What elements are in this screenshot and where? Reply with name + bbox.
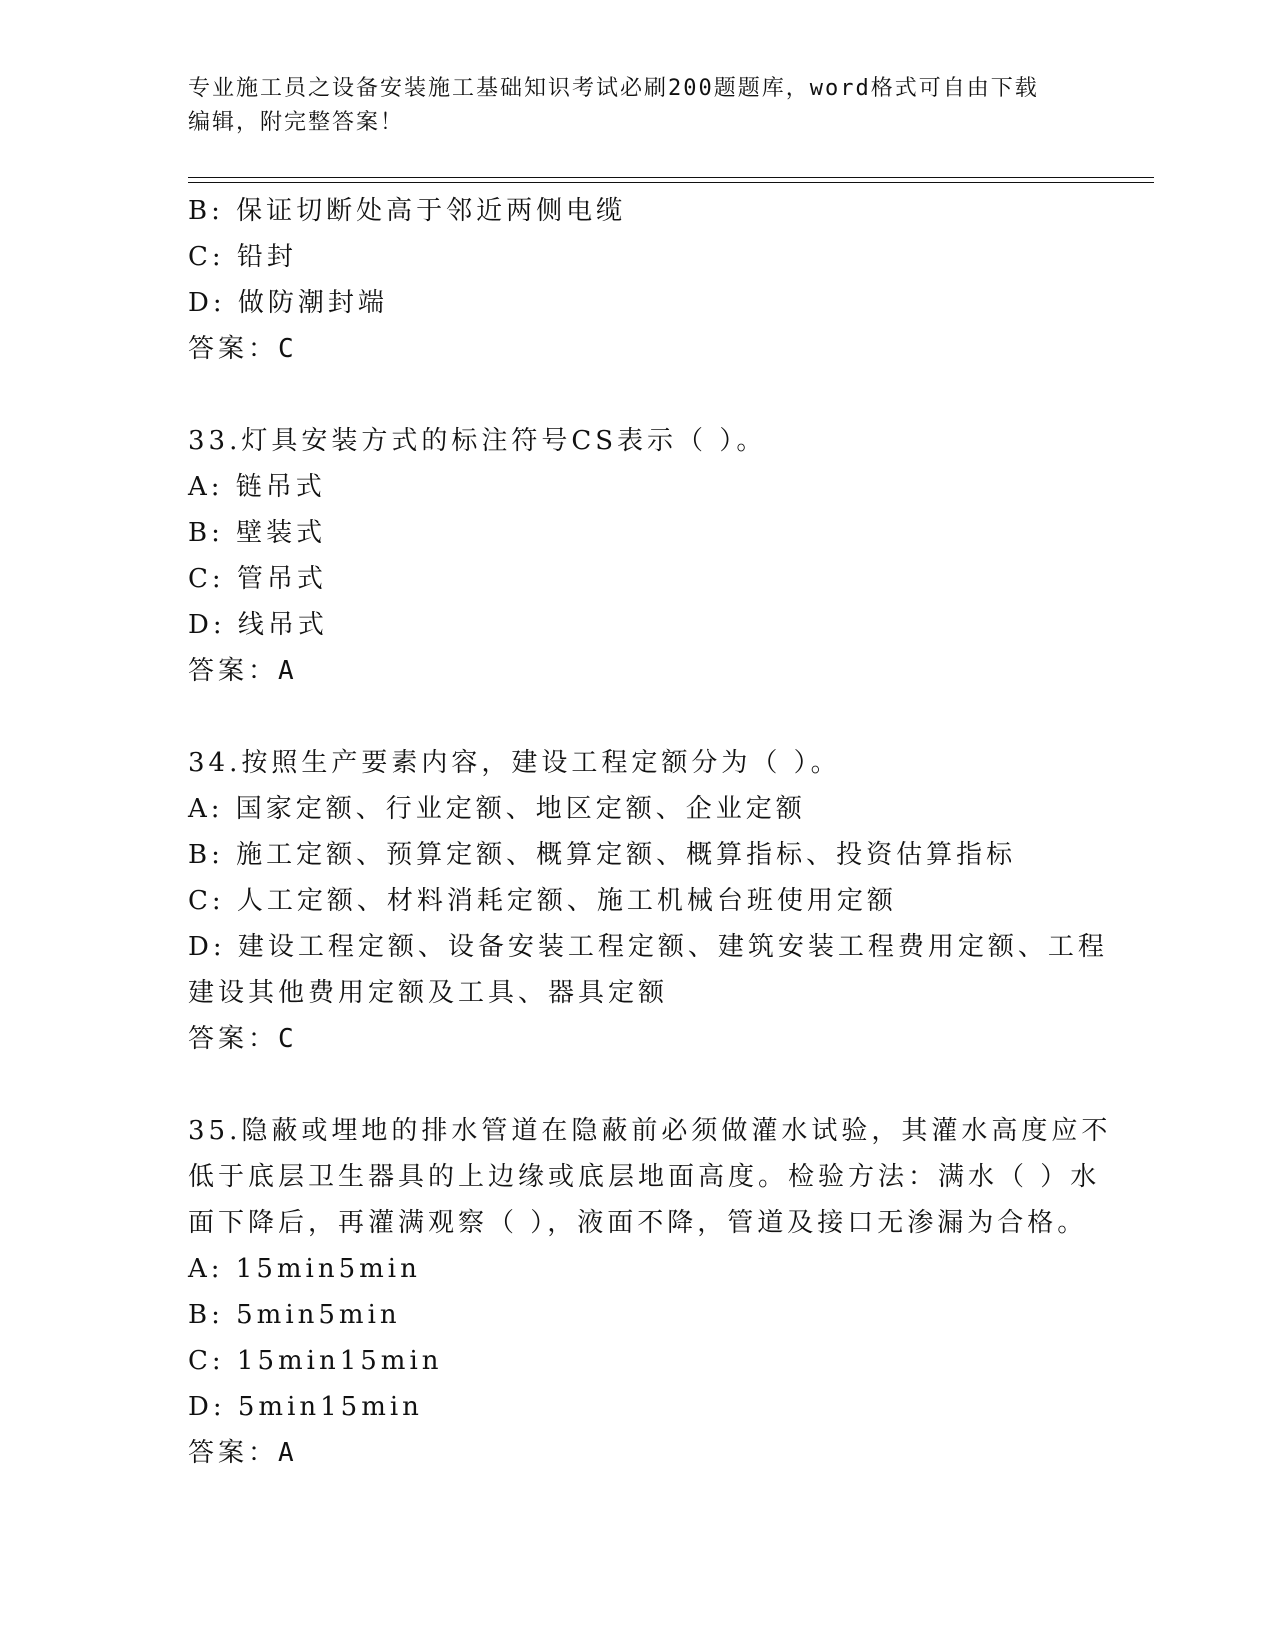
- document-header: [188, 72, 1068, 140]
- question-list: [188, 188, 1112, 1476]
- option-d-continued: 建设其他费用定额及工具、器具定额: [188, 978, 669, 1008]
- option-b: B: 施工定额、预算定额、概算定额、概算指标、投资估算指标: [188, 840, 1017, 870]
- option-d: D: 做防潮封端: [188, 288, 388, 318]
- answer-label: 答案：: [188, 334, 279, 364]
- question-stem-continued: 低于底层卫生器具的上边缘或底层地面高度。检验方法：满水（ ）水: [188, 1162, 1101, 1192]
- answer-line: [188, 1016, 1068, 1062]
- answer-line: [188, 1430, 1068, 1476]
- header-title-line-1: 专业施工员之设备安装施工基础知识考试必刷200题题库，word格式可自由下载: [188, 76, 1039, 101]
- question-34: [188, 740, 1108, 1062]
- option-a: A: 链吊式: [188, 472, 326, 502]
- option-c: C: 15min15min: [188, 1346, 443, 1376]
- question-32-continued: [188, 188, 1068, 372]
- option-b: B: 5min5min: [188, 1300, 401, 1330]
- option-c: C: 管吊式: [188, 564, 327, 594]
- answer-value: A: [278, 656, 298, 686]
- answer-label: 答案：: [188, 1024, 279, 1054]
- answer-line: [188, 648, 1068, 694]
- option-a: A: 15min5min: [188, 1254, 421, 1284]
- answer-value: C: [278, 1024, 298, 1054]
- question-stem: 33.灯具安装方式的标注符号CS表示（ ）。: [188, 426, 767, 456]
- spacer: [188, 694, 1068, 740]
- answer-label: 答案：: [188, 1438, 279, 1468]
- question-33: [188, 418, 1068, 694]
- question-stem: 35.隐蔽或埋地的排水管道在隐蔽前必须做灌水试验，其灌水高度应不: [188, 1116, 1112, 1146]
- spacer: [188, 1062, 1068, 1108]
- header-title-line-2: 编辑，附完整答案！: [188, 110, 405, 135]
- option-d: D: 线吊式: [188, 610, 328, 640]
- option-d: D: 5min15min: [188, 1392, 423, 1422]
- option-a: A: 国家定额、行业定额、地区定额、企业定额: [188, 794, 806, 824]
- question-stem-continued: 面下降后，再灌满观察（ ），液面不降，管道及接口无渗漏为合格。: [188, 1208, 1088, 1238]
- option-b: B: 保证切断处高于邻近两侧电缆: [188, 196, 627, 226]
- question-35: [188, 1108, 1112, 1476]
- option-c: C: 人工定额、材料消耗定额、施工机械台班使用定额: [188, 886, 897, 916]
- spacer: [188, 372, 1068, 418]
- option-c: C: 铅封: [188, 242, 297, 272]
- answer-label: 答案：: [188, 656, 279, 686]
- answer-value: A: [278, 1438, 298, 1468]
- answer-line: [188, 326, 1068, 372]
- option-b: B: 壁装式: [188, 518, 327, 548]
- option-d: D: 建设工程定额、设备安装工程定额、建筑安装工程费用定额、工程: [188, 932, 1108, 962]
- header-double-rule: [188, 177, 1154, 183]
- answer-value: C: [278, 334, 298, 364]
- question-stem: 34.按照生产要素内容，建设工程定额分为（ ）。: [188, 748, 841, 778]
